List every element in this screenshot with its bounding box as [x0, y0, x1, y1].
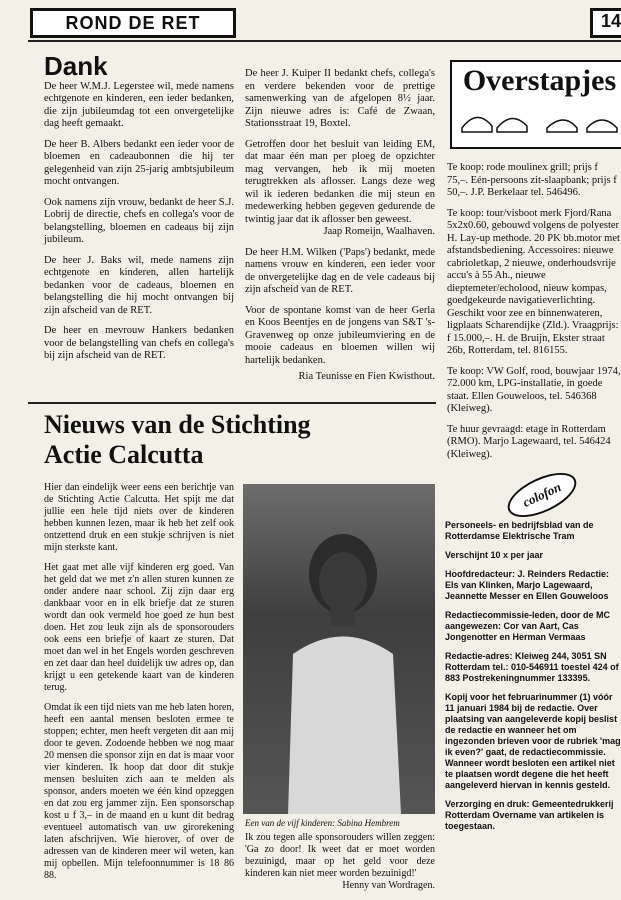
masthead-text: ROND DE RET	[65, 12, 201, 33]
dank-signature: Ria Teunisse en Fien Kwisthout.	[298, 371, 435, 382]
dank-paragraph: Voor de spontane komst van de heer Gerla en Koos Beentjes en de jongens van S&T 's-Gravenweg op onze jubileumviering en de mooie cadeaus en bloemen willen wij hartelijk bedanken.	[245, 304, 435, 366]
nieuws-signature: Henny van Wordragen.	[342, 880, 435, 891]
section-rule	[28, 402, 436, 404]
nieuws-paragraph: Omdat ik een tijd niets van me heb laten horen, heeft een aantal mensen besloten ermee te stoppen; echter, men heeft vergeten dit aan mij door te geven. Zodoende hebben we nog maar 20 mensen die sponsor zijn en dat is maar voor vier kinderen. Ik hoop dat door dit stukje mensen besluiten zich aan te melden als sponsor, anders moeten we één kind opzeggen en dat zou erg jammer zijn. Een sponsorschap kost u f 3,– in de maand en u kunt dit bedrag eventueel automatisch van uw girorekening laten afschrijven. Wie hierover, of over de adressen van de kinderen meer wil weten, kan mij opbellen. Mijn telefoonnummer is 18 86 88.	[44, 702, 234, 881]
overstapjes-ads	[447, 162, 621, 469]
ad-item: Te huur gevraagd: etage in Rotterdam (RMO). Marjo Lagewaard, tel. 546424 (Kleiweg).	[447, 423, 611, 460]
nieuws-paragraph: Het gaat met alle vijf kinderen erg goed. Van het geld dat we met z'n allen sturen kunnen ze onder andere naar school. Zij zijn daar erg dankbaar voor en in elk briefje dat ze sturen wordt dan ook vermeld hoe goed ze hun best doen. Het zou leuk zijn als de sponsorouders ook eens een briefje of kaart ze sturen. Dat moet dan wel in het Engels worden geschreven en zet daar dan heel duidelijk uw adres op, dan krijgt u een getekende kaart van de kinderen terug.	[44, 562, 234, 693]
colofon-line: Verschijnt 10 x per jaar	[445, 550, 544, 560]
overstapjes-header	[450, 60, 621, 149]
ad-item: Te koop: rode moulinex grill; prijs f 75,–. Eén-persoons zit-slaapbank; prijs f 50,–. J.P. Berkelaar tel. 546496.	[447, 162, 617, 198]
dank-paragraph: De heer J. Kuiper II bedankt chefs, collega's en verdere bekenden voor de prettige samenwerking van de afgelopen 8½ jaar. Zijn nieuwe adres is: Café de Zwaan, Stationsstraat 19, Boxtel.	[245, 68, 435, 129]
photo-caption: Een van de vijf kinderen: Sabina Hembrem	[245, 818, 400, 828]
colofon	[445, 520, 621, 840]
colofon-line: Redactiecommissie-leden, door de MC aangewezen: Cor van Aart, Cas Jongenotter en Herman Vermaas	[445, 610, 611, 642]
dank-paragraph: De heer J. Baks wil, mede namens zijn echtgenote en kinderen, allen hartelijk bedanken voor de cadeaus, bloemen en belangstelling die hij mocht ontvangen bij zijn afscheid van de RET.	[44, 254, 234, 316]
page-number: 14	[590, 8, 621, 38]
shoes-illustration	[452, 98, 621, 138]
colofon-line: Verzorging en druk: Gemeentedrukkerij Rotterdam Overname van artikelen is toegestaan.	[445, 799, 614, 831]
colofon-line: Personeels- en bedrijfsblad van de Rotterdamse Elektrische Tram	[445, 520, 594, 541]
dank-paragraph: De heer en mevrouw Hankers bedanken voor de belangstelling van chefs en collega's bij zijn afscheid van de RET.	[44, 325, 234, 361]
nieuws-paragraph: Ik zou tegen alle sponsorouders willen zeggen: 'Ga zo door! Ik weet dat er moet worden bezuinigd, maar op het geld voor deze kinderen kan niet meer worden bezuinigd!'	[245, 832, 435, 879]
colofon-line: Kopij voor het februarinummer (1) vóór 11 januari 1984 bij de redactie. Over plaatsing van aangeleverde kopij beslist de redactie en wanneer het om ingezonden brieven voor de rubriek 'mag ik even?' gaat, de redactiecommissie. Wanneer wordt besloten een artikel niet te plaatsen wordt degene die het heeft aangeleverd hiervan in kennis gesteld.	[445, 692, 621, 790]
portrait-illustration	[243, 484, 435, 814]
nieuws-column-1	[44, 482, 234, 890]
nieuws-column-2	[245, 832, 435, 900]
dank-paragraph: Ook namens zijn vrouw, bedankt de heer S.J. Lobrij de directie, chefs en collega's voor de belangstelling, bloemen en cadeaus bij zijn jubileum.	[44, 196, 234, 245]
dank-paragraph: Getroffen door het besluit van leiding EM, dat maar één man per ploeg de opzichter mag vervangen, heb ik mij moeten terugtrekken als aflosser. Langs deze weg wil ik iederen bedanken die mij steun en medewerking hebben gegeven gedurende de twintig jaar dat ik aflosser ben geweest.	[245, 138, 435, 225]
masthead	[30, 8, 236, 38]
dank-column-2	[245, 68, 435, 392]
dank-signature: Jaap Romeijn, Waalhaven.	[323, 226, 435, 237]
dank-paragraph: De heer B. Albers bedankt een ieder voor de bloemen en cadeaubonnen die hij ter gelegenheid van zijn 25-jarig ambtsjubileum mocht ontvangen.	[44, 138, 234, 187]
colofon-line: Redactie-adres: Kleiweg 244, 3051 SN Rotterdam tel.: 010-546911 toestel 424 of 883 Postrekeningnummer 133395.	[445, 651, 619, 683]
overstapjes-title: Overstapjes	[462, 64, 617, 97]
nieuws-header	[44, 410, 434, 470]
nieuws-title: Nieuws van de Stichting Actie Calcutta	[44, 410, 311, 469]
top-rule	[28, 40, 621, 42]
dank-paragraph: De heer W.M.J. Legerstee wil, mede namens echtgenote en kinderen, een ieder bedanken, die zijn jubileumdag tot een onvergetelijke dag heeft gemaakt.	[44, 80, 234, 129]
nieuws-paragraph: Hier dan eindelijk weer eens een berichtje van de Stichting Actie Calcutta. Het spijt me dat jullie een hele tijd niets over de kinderen hebben kunnen lezen, maar ik heb het zelf ook ontzettend druk en een stukje schrijven is niet mijn sterkste kant.	[44, 482, 234, 553]
colofon-logo: colofon	[501, 464, 582, 526]
child-photo	[243, 484, 435, 814]
colofon-line: Hoofdredacteur: J. Reinders Redactie: Els van Klinken, Marjo Lagewaard, Jeannette Messer en Ellen Gouweloos	[445, 569, 610, 601]
ad-item: Te koop: tour/visboot merk Fjord/Rana 5x2x0.60, gebouwd volgens de polyester H. Lay-up methode. 20 PK bb.motor met afstandsbediening. Accessoires: nieuwe cabrioletkap, 2 nieuwe, onderhoudsvrije accu's à 55 Ah., nieuwe dieptemeter/echolood, nieuw kompas, goedgekeurde navigatieverlichting. Geschikt voor zee en binnenwateren, ligplaats Scharendijke (Zld.). Vraagprijs: f 15.000,–. H. de Bruijn, Ekster straat 26b, Rotterdam, tel. 816155.	[447, 207, 620, 356]
dank-column-1	[44, 51, 234, 371]
ad-item: Te koop: VW Golf, rood, bouwjaar 1974, 72.000 km, LPG-installatie, in goede staat. Ellen Gouweloos, tel. 546368 (Kleiweg).	[447, 365, 621, 414]
dank-title: Dank	[44, 51, 108, 81]
dank-paragraph: De heer H.M. Wilken ('Paps') bedankt, mede namens vrouw en kinderen, een ieder voor de onvergetelijke dag en de vele cadeaus bij zijn afscheid van de RET.	[245, 246, 435, 295]
